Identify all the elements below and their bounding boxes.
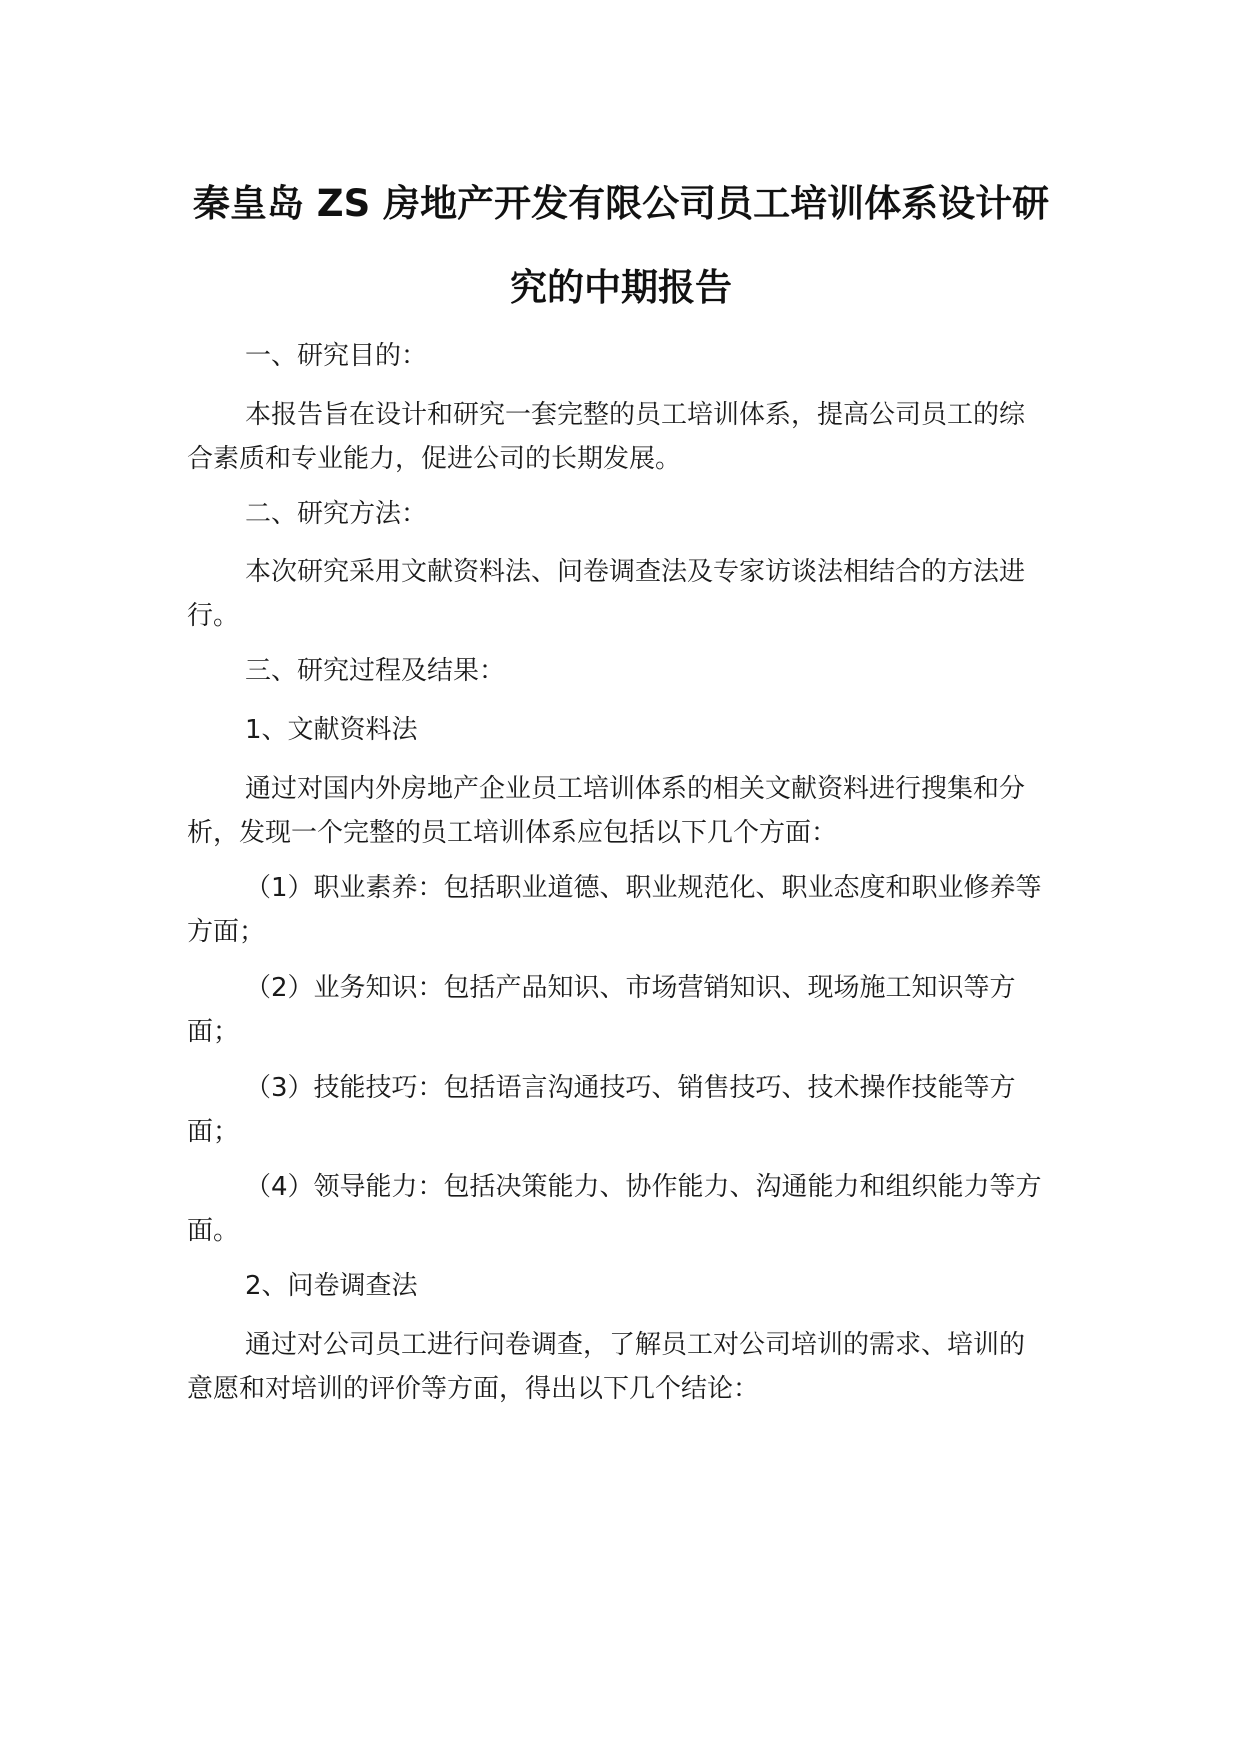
list-item: （3）技能技巧：包括语言沟通技巧、销售技巧、技术操作技能等方面；	[187, 1073, 1016, 1147]
list-item: （1）职业素养：包括职业道德、职业规范化、职业态度和职业修养等方面；	[187, 873, 1042, 947]
document-title-line-1: 秦皇岛 ZS 房地产开发有限公司员工培训体系设计研	[192, 182, 1050, 225]
document-title-line-2: 究的中期报告	[510, 266, 732, 309]
list-item: （4）领导能力：包括决策能力、协作能力、沟通能力和组织能力等方面。	[187, 1172, 1042, 1246]
section-heading-process: 三、研究过程及结果：	[245, 656, 506, 686]
paragraph-survey: 通过对公司员工进行问卷调查，了解员工对公司培训的需求、培训的意愿和对培训的评价等方面，得出以下几个结论：	[187, 1330, 1026, 1404]
subsection-heading-survey: 2、问卷调查法	[245, 1271, 418, 1301]
paragraph-purpose: 本报告旨在设计和研究一套完整的员工培训体系，提高公司员工的综合素质和专业能力，促进公司的长期发展。	[187, 400, 1026, 474]
subsection-heading-literature: 1、文献资料法	[245, 715, 418, 745]
section-heading-purpose: 一、研究目的：	[245, 341, 428, 371]
paragraph-method: 本次研究采用文献资料法、问卷调查法及专家访谈法相结合的方法进行。	[187, 557, 1026, 631]
paragraph-literature: 通过对国内外房地产企业员工培训体系的相关文献资料进行搜集和分析，发现一个完整的员工培训体系应包括以下几个方面：	[187, 774, 1026, 848]
list-item: （2）业务知识：包括产品知识、市场营销知识、现场施工知识等方面；	[187, 973, 1016, 1047]
section-heading-method: 二、研究方法：	[245, 499, 428, 529]
